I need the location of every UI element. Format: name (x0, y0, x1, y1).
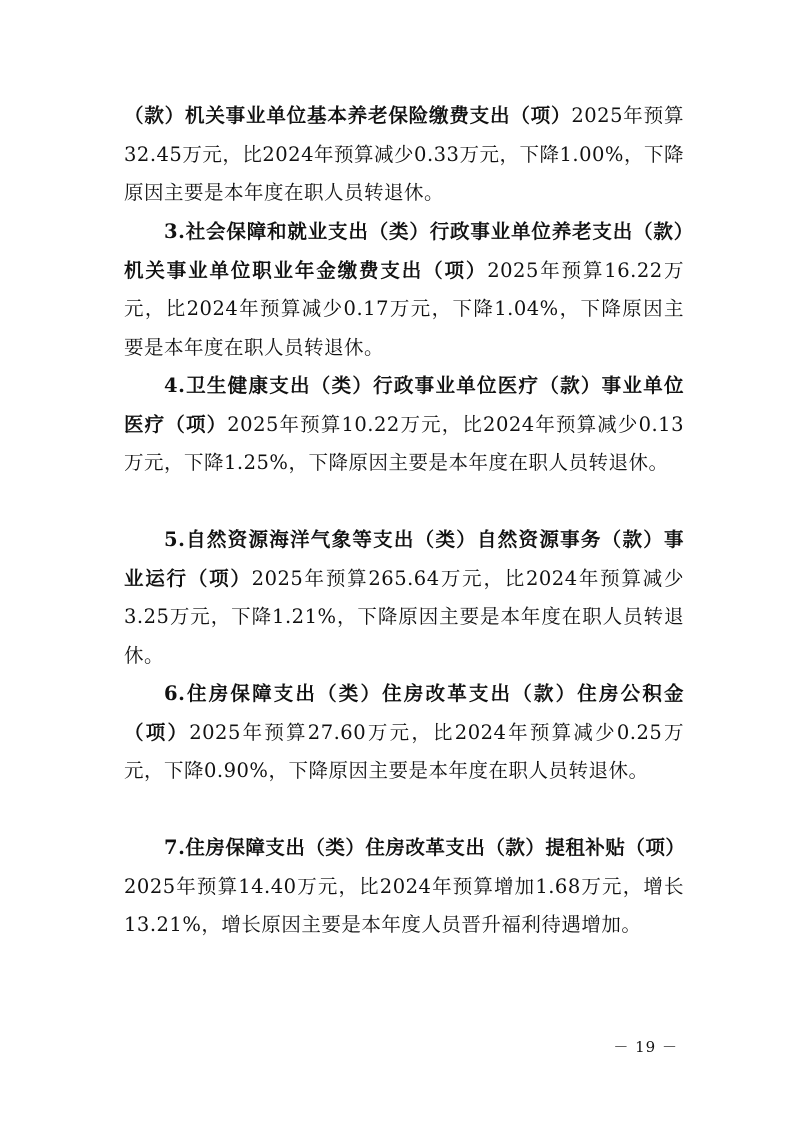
page-number: － 19 － (613, 1038, 678, 1056)
paragraph-pension-insurance (124, 97, 684, 213)
paragraph-body: 2025年预算16.22万元，比2024年预算减少0.17万元，下降1.04%，下降原因主要是本年度在职人员转退休。 (124, 258, 684, 359)
paragraph-natural-resources (124, 521, 684, 675)
paragraph-health-medical (124, 367, 684, 483)
paragraph-body: 2025年预算10.22万元，比2024年预算减少0.13万元，下降1.25%，下降原因主要是本年度在职人员转退休。 (124, 412, 684, 474)
paragraph-body: 2025年预算14.40万元，比2024年预算增加1.68万元，增长13.21%，增长原因主要是本年度人员晋升福利待遇增加。 (124, 874, 684, 936)
paragraph-rent-subsidy (124, 829, 684, 945)
paragraph-body: 2025年预算27.60万元，比2024年预算减少0.25万元，下降0.90%，下降原因主要是本年度在职人员转退休。 (124, 720, 684, 782)
paragraph-heading: 6.住房保障支出（类）住房改革支出（款）住房公积金（项） (124, 682, 684, 744)
paragraph-heading: 5.自然资源海洋气象等支出（类）自然资源事务（款）事业运行（项） (124, 528, 684, 590)
paragraph-heading: 3.社会保障和就业支出（类）行政事业单位养老支出（款）机关事业单位职业年金缴费支出（项） (124, 220, 684, 282)
paragraph-heading: 4.卫生健康支出（类）行政事业单位医疗（款）事业单位医疗（项） (124, 374, 684, 436)
paragraph-heading: 7.住房保障支出（类）住房改革支出（款）提租补贴（项） (164, 836, 686, 859)
paragraph-occupational-annuity (124, 213, 684, 367)
paragraph-housing-fund (124, 675, 684, 791)
paragraph-body: 2025年预算32.45万元，比2024年预算减少0.33万元，下降1.00%，下降原因主要是本年度在职人员转退休。 (124, 104, 684, 204)
paragraph-body: 2025年预算265.64万元，比2024年预算减少3.25万元，下降1.21%，下降原因主要是本年度在职人员转退休。 (124, 566, 684, 667)
paragraph-heading: （款）机关事业单位基本养老保险缴费支出（项） (124, 104, 572, 127)
